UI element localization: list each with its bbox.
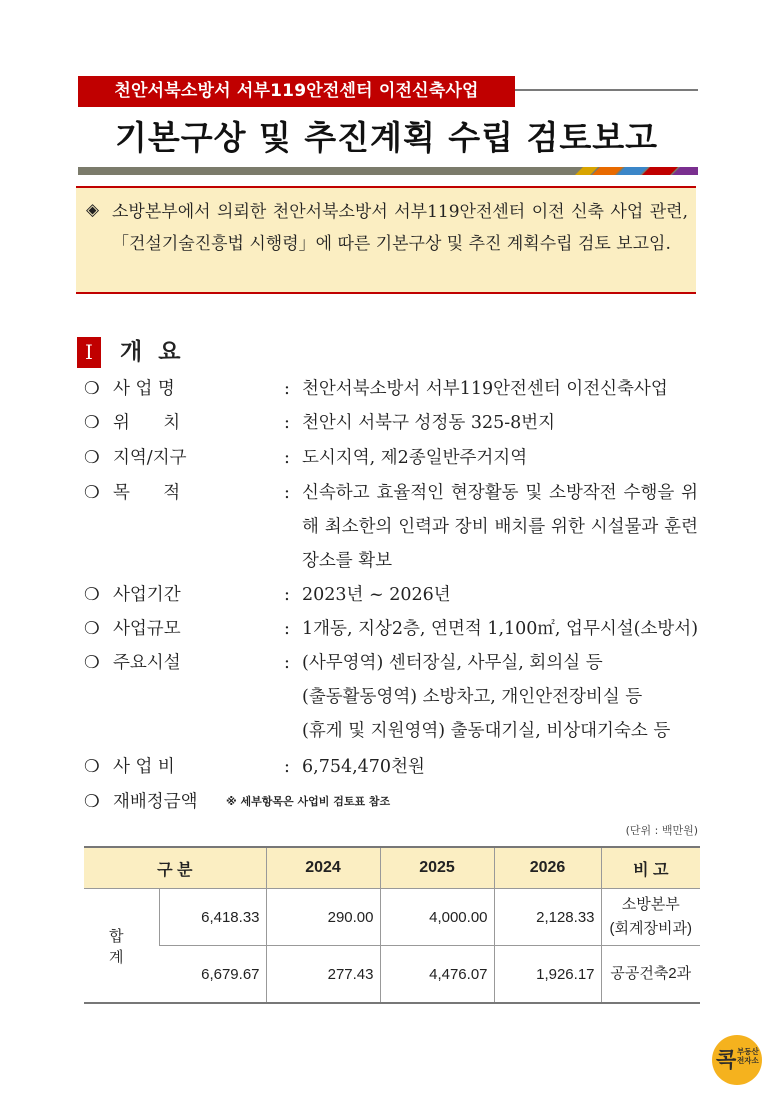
cell-2026: 1,926.17 <box>494 946 601 1004</box>
circle-bullet-icon: ❍ <box>84 413 100 433</box>
group-label: 합 계 <box>84 889 159 1004</box>
summary-text: 소방본부에서 의뢰한 천안서북소방서 서부119안전센터 이전 신축 사업 관련, 「건설기술진흥법 시행령」에 따른 기본구상 및 추진 계획수립 검토 보고임. <box>112 202 688 254</box>
item-label: 사업규모 <box>113 619 181 639</box>
item-label: 재배정금액 <box>113 792 198 812</box>
item-value: 2023년 ~ 2026년 <box>302 585 451 605</box>
circle-bullet-icon: ❍ <box>84 483 100 503</box>
circle-bullet-icon: ❍ <box>84 757 100 777</box>
cell-remarks <box>601 889 700 946</box>
item-value-line: (출동활동영역) 소방차고, 개인안전장비실 등 <box>302 687 643 707</box>
page-title: 기본구상 및 추진계획 수립 검토보고 <box>114 118 659 157</box>
circle-bullet-icon: ❍ <box>84 619 100 639</box>
cell-2026: 2,128.33 <box>494 889 601 946</box>
item-colon: : <box>284 653 290 673</box>
item-value-line: (휴게 및 지원영역) 출동대기실, 비상대기숙소 등 <box>302 721 671 741</box>
item-value: 신속하고 효율적인 현장활동 및 소방작전 수행을 위해 최소한의 인력과 장비 배치를 위한 시설물과 훈련 장소를 확보 <box>302 483 698 571</box>
item-colon: : <box>284 379 290 399</box>
section-number: I <box>77 337 101 368</box>
item-colon: : <box>284 413 290 433</box>
item-purpose <box>84 476 700 580</box>
table-header-row <box>84 847 700 889</box>
kok-logo-icon <box>712 1035 762 1085</box>
item-label: 지역/지구 <box>113 448 187 468</box>
item-value: 천안서북소방서 서부119안전센터 이전신축사업 <box>302 379 668 399</box>
item-colon: : <box>284 585 290 605</box>
item-value: 6,754,470천원 <box>302 757 425 777</box>
title-underline <box>78 167 698 175</box>
circle-bullet-icon: ❍ <box>84 379 100 399</box>
item-label: 사업기간 <box>113 585 181 605</box>
item-label: 목 적 <box>113 483 181 503</box>
header-2026: 2026 <box>494 847 601 889</box>
item-colon: : <box>284 619 290 639</box>
header-2024: 2024 <box>266 847 380 889</box>
circle-bullet-icon: ❍ <box>84 585 100 605</box>
cell-2025: 4,000.00 <box>380 889 494 946</box>
circle-bullet-icon: ❍ <box>84 792 100 812</box>
item-label: 위 치 <box>113 413 181 433</box>
item-facilities <box>84 646 700 750</box>
table-row <box>84 946 700 1004</box>
header-remarks: 비 고 <box>601 847 700 889</box>
item-value: 1개동, 지상2층, 연면적 1,100㎡, 업무시설(소방서) <box>302 619 699 639</box>
cell-2024: 277.43 <box>266 946 380 1004</box>
table-row <box>84 889 700 946</box>
cell-remarks: 공공건축2과 <box>601 946 700 1004</box>
project-tag: 천안서북소방서 서부119안전센터 이전신축사업 <box>78 76 515 107</box>
item-colon: : <box>284 448 290 468</box>
item-colon: : <box>284 757 290 777</box>
item-value: 도시지역, 제2종일반주거지역 <box>302 448 528 468</box>
cell-2024: 290.00 <box>266 889 380 946</box>
budget-table <box>84 846 700 1004</box>
circle-bullet-icon: ❍ <box>84 448 100 468</box>
item-label: 주요시설 <box>113 653 181 673</box>
logo-glyph: 콕 <box>716 1048 737 1072</box>
item-colon: : <box>284 483 290 503</box>
circle-bullet-icon: ❍ <box>84 653 100 673</box>
item-label: 사 업 비 <box>113 757 175 777</box>
header-2025: 2025 <box>380 847 494 889</box>
title-bar-stripes-icon <box>78 167 698 175</box>
summary-box <box>76 186 696 294</box>
tag-divider <box>515 89 698 91</box>
diamond-bullet-icon: ◈ <box>86 200 100 220</box>
unit-label: (단위 : 백만원) <box>625 824 698 837</box>
section-title: 개 요 <box>120 339 185 365</box>
item-label: 사 업 명 <box>113 379 175 399</box>
cell-total: 6,679.67 <box>159 946 266 1004</box>
item-value: 천안시 서북구 성정동 325-8번지 <box>302 413 556 433</box>
remarks-line: (회계장비과) <box>609 920 692 937</box>
reference-note: ※ 세부항목은 사업비 검토표 참조 <box>226 795 391 808</box>
item-value-line: (사무영역) 센터장실, 사무실, 회의실 등 <box>302 653 603 673</box>
cell-2025: 4,476.07 <box>380 946 494 1004</box>
remarks-line: 소방본부 <box>621 896 680 913</box>
header-category: 구 분 <box>84 847 266 889</box>
cell-total: 6,418.33 <box>159 889 266 946</box>
logo-text: 부동산 전자소 <box>737 1047 759 1065</box>
